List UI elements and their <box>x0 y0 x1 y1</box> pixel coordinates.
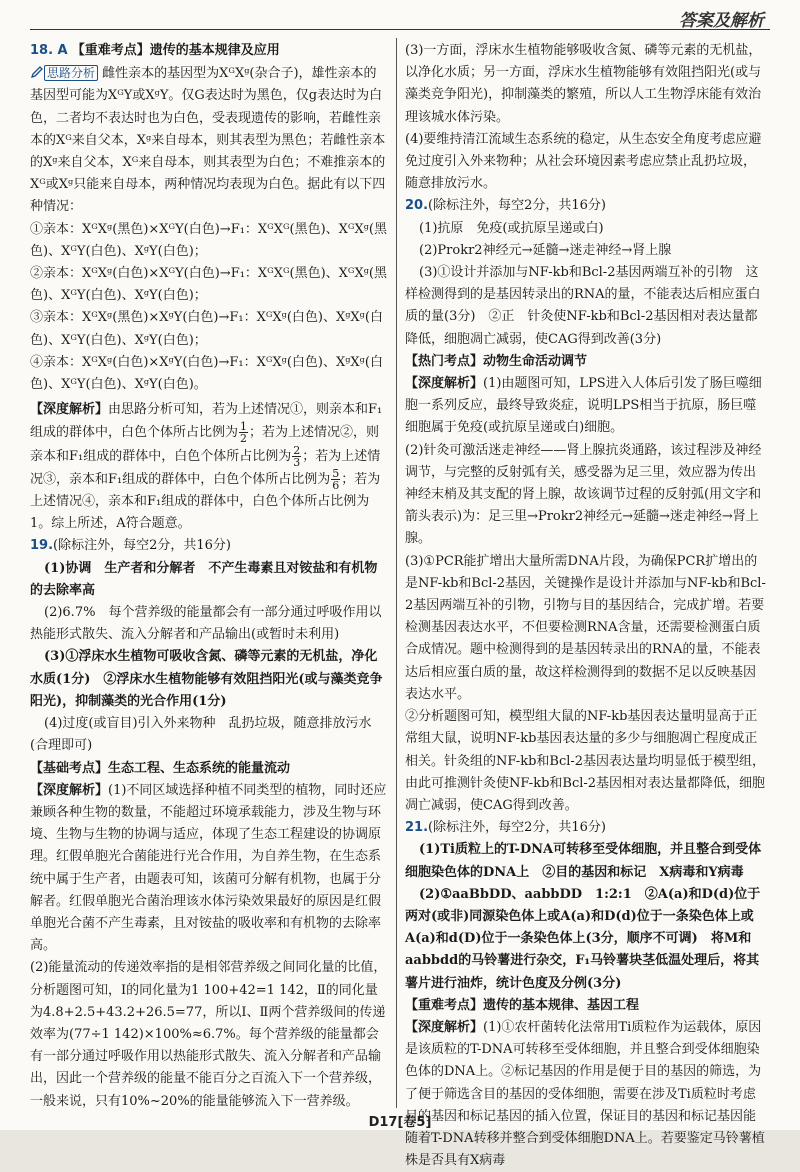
q19-answer-2: (2)6.7% 每个营养级的能量都会有一部分通过呼吸作用以热能形式散失、流入分解者和产品输出(或暂时未利用) <box>30 605 382 643</box>
think-label: 思路分析 <box>44 65 98 81</box>
q20-head: (除标注外，每空2分，共16分) <box>428 198 606 214</box>
q20-deep3: (3)①PCR能扩增出大量所需DNA片段，为确保PCR扩增出的是NF-kb和Bcl-2基因，关键操作是设计并添加与NF-kb和Bcl-2基因两端互补的引物，引物与目的基因结合，完成扩增。若要检测基因表达水平，不但要检测RNA含量，还需要检测蛋白质合成情况。题中检测得到的是基因转录出的RNA的量，不能表达后相应蛋白质的量，故这样检测得到的数据不足以反映基因表达水平。 <box>405 553 766 702</box>
q19-deep <box>30 780 388 958</box>
q21-heading <box>405 817 767 839</box>
q18-deep1: 由思路分析可知，若为上述情况①，则亲本和F₁组成的群体中，白色个体所占比例为 <box>30 402 383 441</box>
q18-case1: ①亲本：XᴳXᵍ(黑色)×XᴳY(白色)→F₁：XᴳXᴳ(黑色)、XᴳXᵍ(黑色)、XᴳY(白色)、XᵍY(白色)； <box>30 221 387 259</box>
q21-deep <box>405 1017 767 1172</box>
q19-tag: 【基础考点】生态工程、生态系统的能量流动 <box>30 760 291 776</box>
q20-deep4: ②分析题图可知，模型组大鼠的NF-kb基因表达量明显高于正常组大鼠，说明NF-kb基因表达量的多少与细胞凋亡程度成正相关。针灸组的NF-kb和Bcl-2基因表达量均明显低于模型组，由此可推测针灸使NF-kb和Bcl-2基因相对表达量都降低，细胞凋亡减弱，使CAG得到改善。 <box>405 709 766 813</box>
left-column <box>30 40 388 1113</box>
q20-tag: 【热门考点】动物生命活动调节 <box>405 353 588 369</box>
q18-deep4: ；若为上述情况④，亲本和F₁组成的群体中，白色个体所占比例为1。综上所述，A符合题意。 <box>30 471 381 532</box>
q18-tag: 【重难考点】遗传的基本规律及应用 <box>71 43 280 58</box>
q20-deep2: (2)针灸可激活迷走神经——肾上腺抗炎通路，该过程涉及神经调节，与完整的反射弧有关，感受器为足三里，效应器为传出神经末梢及其支配的肾上腺，故该调节过程的反射弧(用文字和箭头表示)为：足三里→Prokr2神经元→延髓→迷走神经→肾上腺。 <box>405 442 762 547</box>
q19-deep3: (3)一方面，浮床水生植物能够吸收含氮、磷等元素的无机盐，以净化水质；另一方面，浮床水生植物能够有效阻挡阳光(或与藻类竞争阳光)，抑制藻类的繁殖，所以人工生物浮床能有效治理该城水体污染。 <box>405 43 762 125</box>
q19-deep1: (1)不同区域选择种植不同类型的植物，同时还应兼顾各种生物的数量，不能超过环境承载能力，涉及生物与环境、生物与生物的协调与适应，体现了生态工程建设的协调原理。红假单胞光合菌能进行光合作用，为自养生物，在生态系统中属于生产者，由题表可知，该菌可分解有机物，也属于分解者。红假单胞光合菌治理该水体污染效果最好的原因是红假单胞光合菌不产生毒素，且对铵盐的吸收率和有机物的去除率高。 <box>30 782 387 954</box>
q18-deep-tag: 【深度解析】 <box>30 402 109 418</box>
q21-answer-2: (2)①aaBbDD、aabbDD 1:2:1 ②A(a)和D(d)位于两对(或非)同源染色体上或A(a)和D(d)位于一条染色体上或A(a)和d(D)位于一条染色体上(3分，顺序不可调) 将M和aabbdd的马铃薯进行杂交，F₁马铃薯块茎低温处理后，将其薯片进行油炸，统计色度及分例(3分) <box>405 886 761 991</box>
q21-answer-1: (1)Ti质粒上的T-DNA可转移至受体细胞，并且整合到受体细胞染色体的DNA上 ②目的基因和标记 X病毒和Y病毒 <box>405 842 762 880</box>
q20-deep1: (1)由题图可知，LPS进入人体后引发了肠巨噬细胞一系列反应，最终导致炎症，说明LPS相当于抗原，肠巨噬细胞属于免疫(或抗原呈递或白)细胞。 <box>405 376 762 436</box>
q19-heading <box>30 535 388 557</box>
right-column <box>405 40 767 1172</box>
q19-answer-1: (1)协调 生产者和分解者 不产生毒素且对铵盐和有机物的去除率高 <box>30 560 378 598</box>
q21-deep-tag: 【深度解析】 <box>405 1019 484 1035</box>
q18-number: 18. A <box>30 43 68 58</box>
think-text: 雌性亲本的基因型为XᴳXᵍ(杂合子)，雄性亲本的基因型可能为XᴳY或XᵍY。仅G表达时为黑色，仅g表达时为白色，二者均不表达时也为白色，受表现遗传的影响，若雌性亲本的Xᴳ来自父本，Xᵍ来自母本，则其表型为黑色；若雌性亲本的Xᵍ来自父本，Xᴳ来自母本，则其表型为白色；不难推亲本的Xᴳ或Xᵍ只能来自母本，两种情况均表现为白色。据此有以下四种情况： <box>30 66 386 215</box>
q18-case2: ②亲本：XᴳXᵍ(白色)×XᴳY(白色)→F₁：XᴳXᴳ(黑色)、XᴳXᵍ(黑色)、XᴳY(白色)、XᵍY(白色)； <box>30 266 387 304</box>
q20-answer-1: (1)抗原 免疫(或抗原呈递或白) <box>419 220 604 236</box>
q18-deep2: ；若为上述情况②，则亲本和F₁组成的群体中，白色个体所占比例为 <box>30 425 380 464</box>
q19-number: 19. <box>30 538 54 554</box>
q21-number: 21. <box>405 820 429 836</box>
q18-deep <box>30 399 388 535</box>
q21-head: (除标注外，每空2分，共16分) <box>428 820 606 836</box>
q20-deep <box>405 373 767 440</box>
q19-answer-3: (3)①浮床水生植物可吸收含氮、磷等元素的无机盐，净化水质(1分) ②浮床水生植物能够有效阻挡阳光(或与藻类竞争阳光)，抑制藻类的光合作用(1分) <box>30 649 383 709</box>
q20-deep-tag: 【深度解析】 <box>405 376 484 392</box>
q19-deep4: (4)要维持清江流域生态系统的稳定，从生态安全角度考虑应避免过度引入外来物种；从社会环境因素考虑应禁止乱扔垃圾，随意排放污水。 <box>405 131 762 192</box>
header-title: 答案及解析 <box>679 11 764 31</box>
q19-answer-4: (4)过度(或盲目)引入外来物种 乱扔垃圾，随意排放污水(合理即可) <box>30 716 372 754</box>
column-divider <box>396 38 397 1108</box>
q18-think <box>30 62 388 218</box>
q21-tag: 【重难考点】遗传的基本规律、基因工程 <box>405 997 640 1013</box>
pencil-icon <box>30 65 44 79</box>
q18-heading <box>30 40 388 62</box>
q20-heading <box>405 195 767 217</box>
fraction-3: $\frac{5}{6}$ <box>332 466 340 492</box>
q18-case3: ③亲本：XᴳXᵍ(黑色)×XᵍY(白色)→F₁：XᴳXᵍ(白色)、XᵍXᵍ(白色)、XᴳY(白色)、XᵍY(白色)； <box>30 310 383 348</box>
q20-answer-2: (2)Prokr2神经元→延髓→迷走神经→肾上腺 <box>419 242 672 258</box>
q21-deep1: (1)①农杆菌转化法常用Ti质粒作为运载体，原因是该质粒的T-DNA可转移至受体细胞，并且整合到受体细胞染色体的DNA上。②标记基因的作用是便于目的基因的筛选，为了便于筛选含目的基因的受体细胞，需要在涉及Ti质粒时考虑目的基因和标记基因的插入位置，保证目的基因和标记基因能随着T-DNA转移并整合到受体细胞DNA上。若要鉴定马铃薯植株是否具有X病毒 <box>405 1019 765 1169</box>
q18-deep3: ；若为上述情况③，亲本和F₁组成的群体中，白色个体所占比例为 <box>30 448 381 487</box>
q19-deep-tag: 【深度解析】 <box>30 782 109 798</box>
header-rule <box>30 29 770 30</box>
page-footer: D17[卷5] <box>368 1115 432 1130</box>
q20-answer-3: (3)①设计并添加与NF-kb和Bcl-2基因两端互补的引物 这样检测得到的是基因转录出的RNA的量，不能表达后相应蛋白质的量(3分) ②正 针灸使NF-kb和Bcl-2基因相对表达量都降低，细胞凋亡减弱，使CAG得到改善(3分) <box>405 265 761 347</box>
fraction-2: $\frac{2}{3}$ <box>293 443 301 469</box>
q20-number: 20. <box>405 198 429 214</box>
q19-deep2: (2)能量流动的传递效率指的是相邻营养级之间同化量的比值，分析题图可知，Ⅰ的同化量为1 100+42=1 142，Ⅱ的同化量为4.8+2.5+43.2+26.5=77，所以Ⅰ、Ⅱ两个营养级间的传递效率为(77÷1 142)×100%≈6.7%。每个营养级的能量都会有一部分通过呼吸作用以热能形式散失、流入分解者和产品输出，因此一个营养级的能量不能百分之百流入下一个营养级，一般来说，只有10%~20%的能量能够流入下一营养级。 <box>30 960 387 1109</box>
q19-head: (除标注外，每空2分，共16分) <box>53 538 231 554</box>
fraction-1: $\frac{1}{2}$ <box>240 420 248 446</box>
q18-case4: ④亲本：XᴳXᵍ(白色)×XᵍY(白色)→F₁：XᴳXᵍ(白色)、XᵍXᵍ(白色)、XᴳY(白色)、XᵍY(白色)。 <box>30 354 383 393</box>
